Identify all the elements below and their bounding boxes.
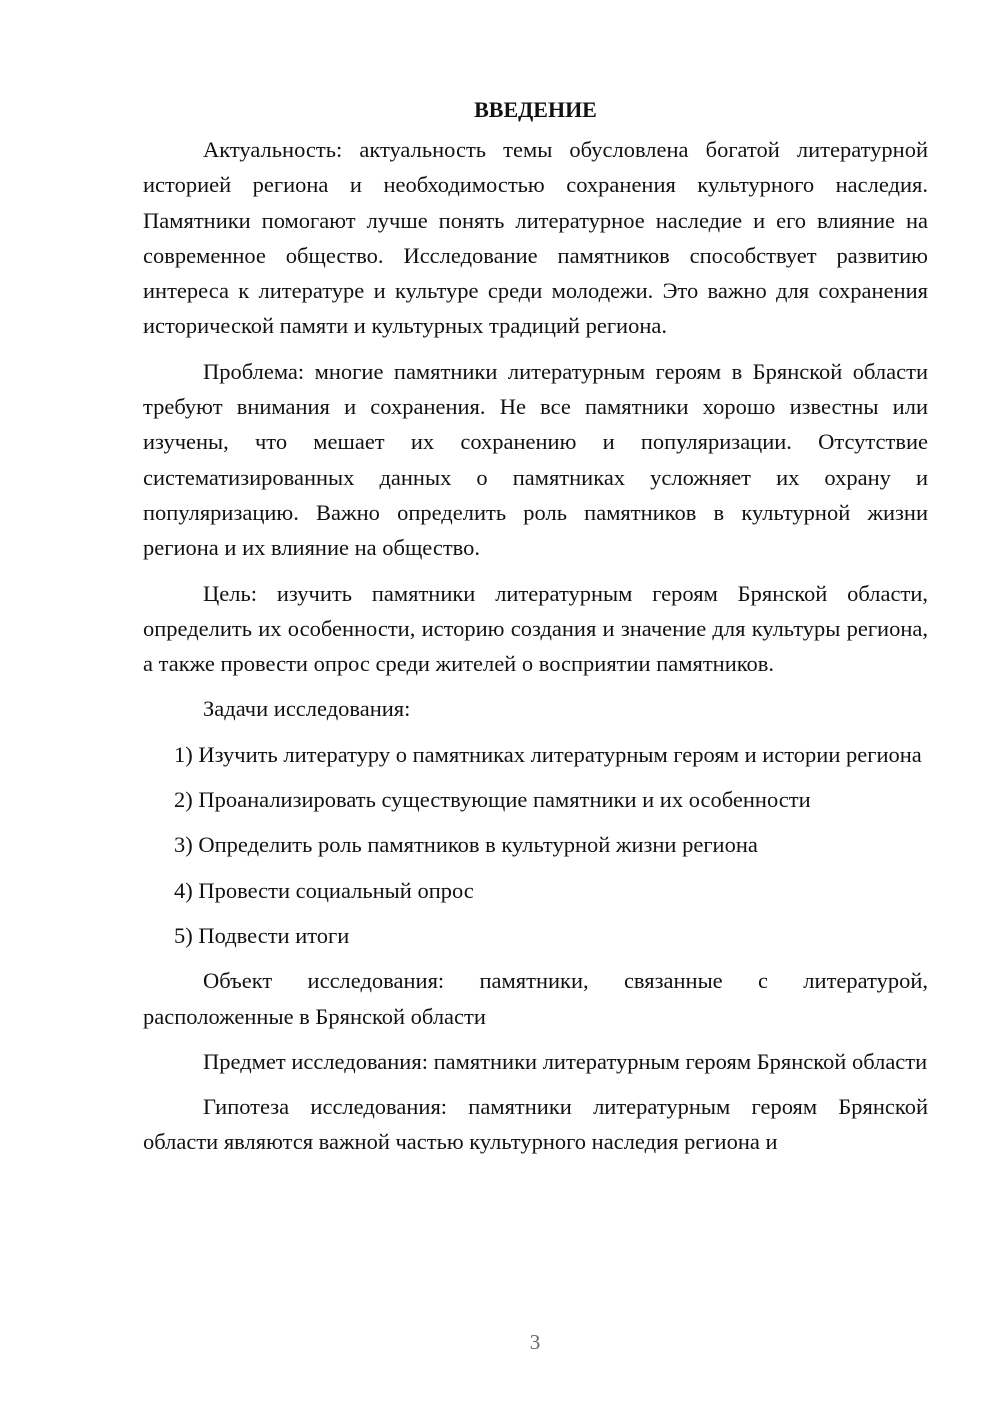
tasks-heading: Задачи исследования: (203, 696, 411, 722)
paragraph-hypothesis: Гипотеза исследования: памятники литературным героям Брянской области являются важной частью культурного наследия региона и (143, 1094, 928, 1155)
task-item-5: 5) Подвести итоги (174, 922, 350, 948)
document-page (143, 92, 928, 1170)
paragraph-subject: Предмет исследования: памятники литературным героям Брянской области (203, 1048, 928, 1074)
document-title: ВВЕДЕНИЕ (474, 97, 597, 122)
paragraph-goal: Цель: изучить памятники литературным героям Брянской области, определить их особенности, историю создания и значение для культуры региона, а также провести опрос среди жителей о восприятии памятников. (143, 580, 928, 677)
task-item-3: 3) Определить роль памятников в культурной жизни региона (174, 832, 758, 858)
paragraph-object: Объект исследования: памятники, связанные с литературой, расположенные в Брянской области (143, 968, 928, 1029)
task-item-4: 4) Провести социальный опрос (174, 877, 474, 903)
task-item-1: 1) Изучить литературу о памятниках литературным героям и истории региона (174, 741, 922, 767)
page-number: 3 (529, 1330, 541, 1354)
paragraph-relevance: Актуальность: актуальность темы обусловлена богатой литературной историей региона и необходимостью сохранения культурного наследия. Памятники помогают лучше понять литературное наследие и его влияние на современное общество. Исследование памятников способствует развитию интереса к литературе и культуре среди молодежи. Это важно для сохранения исторической памяти и культурных традиций региона. (143, 137, 928, 339)
task-item-2: 2) Проанализировать существующие памятники и их особенности (174, 787, 811, 813)
paragraph-problem: Проблема: многие памятники литературным героям в Брянской области требуют внимания и сохранения. Не все памятники хорошо известны или изучены, что мешает их сохранению и популяризации. Отсутствие систематизированных данных о памятниках усложняет их охрану и популяризацию. Важно определить роль памятников в культурной жизни региона и их влияние на общество. (143, 358, 928, 561)
